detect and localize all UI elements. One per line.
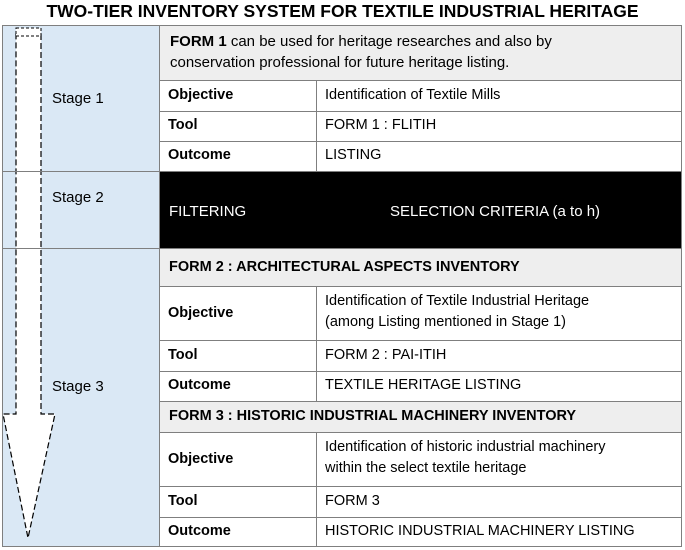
outcome-label: Outcome (168, 147, 231, 163)
stage-3-label: Stage 3 (52, 378, 104, 395)
form1-header-bold: FORM 1 (170, 33, 227, 50)
tool-label: Tool (168, 493, 198, 509)
form1-header-line2: conservation professional for future heritage listing. (170, 54, 510, 71)
objective-label: Objective (168, 451, 234, 467)
tool-value: FORM 1 : FLITIH (325, 117, 437, 133)
outcome-value: TEXTILE HERITAGE LISTING (325, 377, 522, 393)
objective-value-line2: (among Listing mentioned in Stage 1) (325, 314, 567, 330)
form2-title: FORM 2 : ARCHITECTURAL ASPECTS INVENTORY (169, 259, 520, 275)
tool-value: FORM 3 (325, 493, 380, 509)
objective-value: Identification of Textile Mills (325, 87, 501, 103)
filtering-label: FILTERING (169, 203, 247, 220)
outcome-label: Outcome (168, 377, 231, 393)
form3-title: FORM 3 : HISTORIC INDUSTRIAL MACHINERY INVENTORY (169, 408, 577, 424)
objective-value-line1: Identification of Textile Industrial Heritage (325, 293, 590, 309)
tool-label: Tool (168, 347, 198, 363)
outcome-value: HISTORIC INDUSTRIAL MACHINERY LISTING (325, 523, 635, 539)
stage-2-label: Stage 2 (52, 189, 104, 206)
tool-value: FORM 2 : PAI-ITIH (325, 347, 447, 363)
diagram-title: TWO-TIER INVENTORY SYSTEM FOR TEXTILE INDUSTRIAL HERITAGE (46, 1, 639, 21)
stage-1-label: Stage 1 (52, 90, 104, 107)
outcome-value: LISTING (325, 147, 382, 163)
table-frame (2, 25, 682, 547)
objective-value-line2: within the select textile heritage (325, 460, 527, 476)
form1-header-line1: can be used for heritage researches and also by (226, 33, 552, 50)
selection-criteria-label: SELECTION CRITERIA (a to h) (390, 203, 601, 220)
objective-label: Objective (168, 87, 234, 103)
objective-label: Objective (168, 305, 234, 321)
outcome-label: Outcome (168, 523, 231, 539)
objective-value-line1: Identification of historic industrial machinery (325, 439, 606, 455)
tool-label: Tool (168, 117, 198, 133)
